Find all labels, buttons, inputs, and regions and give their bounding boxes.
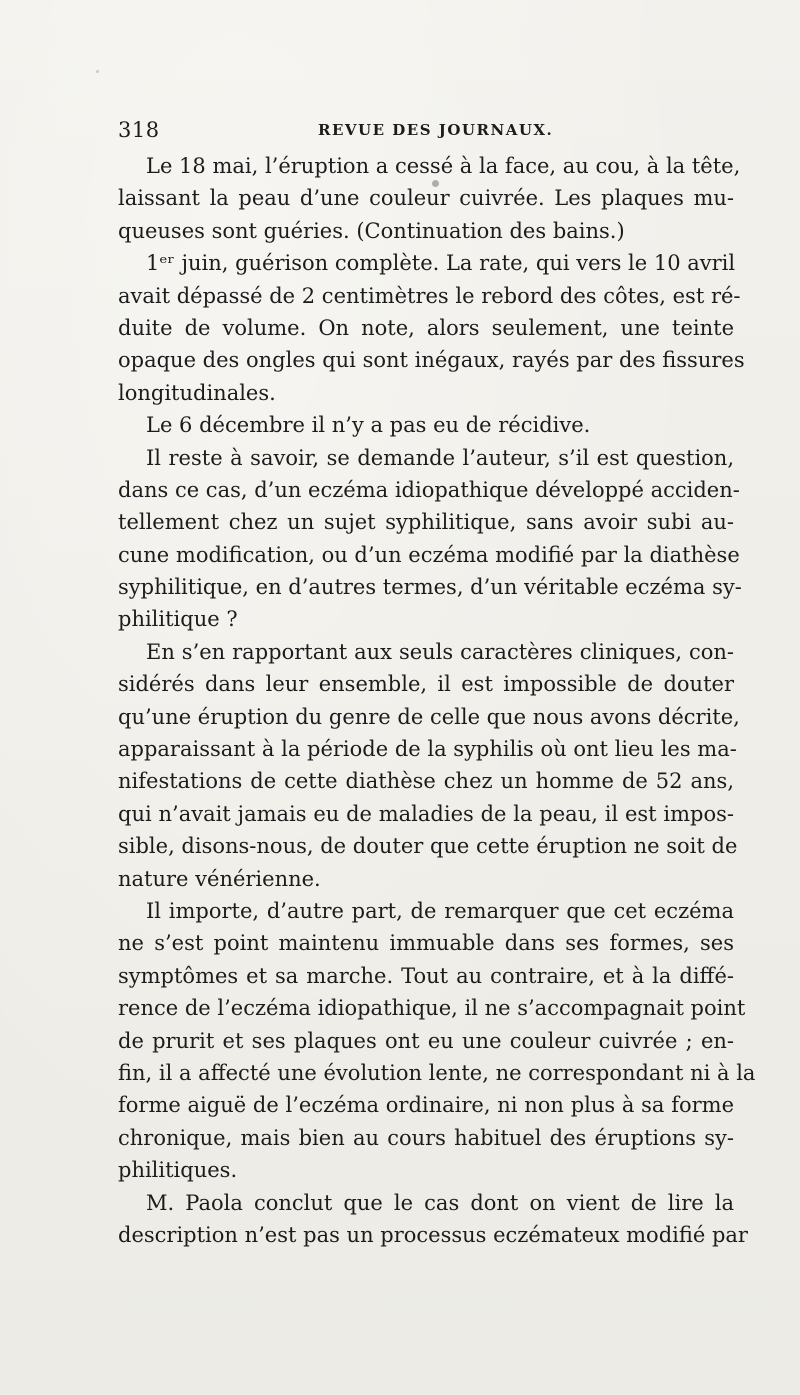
text-line: dans ce cas, d’un eczéma idiopathique développé acciden- xyxy=(118,477,740,502)
text-line: chronique, mais bien au cours habituel des éruptions sy- xyxy=(118,1125,734,1150)
text-line: qu’une éruption du genre de celle que nous avons décrite, xyxy=(118,704,740,729)
text-line: qui n’avait jamais eu de maladies de la peau, il est impos- xyxy=(118,801,734,826)
text-line: M. Paola conclut que le cas dont on vient de lire la xyxy=(146,1190,734,1215)
body-text xyxy=(118,150,756,1251)
text-line: laissant la peau d’une couleur cuivrée. Les plaques mu- xyxy=(118,186,734,211)
text-line: sidérés dans leur ensemble, il est impossible de douter xyxy=(118,672,734,697)
text-line: 1ᵉʳ juin, guérison complète. La rate, qui vers le 10 avril xyxy=(146,251,736,276)
text-line: ne s’est point maintenu immuable dans ses formes, ses xyxy=(118,931,734,956)
text-line: Le 6 décembre il n’y a pas eu de récidive. xyxy=(146,413,591,438)
text-line: syphilitique, en d’autres termes, d’un véritable eczéma sy- xyxy=(118,575,742,600)
text-line: duite de volume. On note, alors seulement, une teinte xyxy=(118,315,734,340)
text-line: tellement chez un sujet syphilitique, sans avoir subi au- xyxy=(118,510,734,535)
text-line: philitique ? xyxy=(118,607,238,632)
running-title: REVUE DES JOURNAUX. xyxy=(318,121,554,139)
text-line: En s’en rapportant aux seuls caractères cliniques, con- xyxy=(146,639,734,664)
text-line: sible, disons-nous, de douter que cette éruption ne soit de xyxy=(118,834,738,859)
text-line: queuses sont guéries. (Continuation des bains.) xyxy=(118,218,625,243)
text-line: fin, il a affecté une évolution lente, ne correspondant ni à la xyxy=(118,1060,756,1085)
text-line: rence de l’eczéma idiopathique, il ne s’accompagnait point xyxy=(118,996,746,1021)
text-line: Il importe, d’autre part, de remarquer que cet eczéma xyxy=(146,898,734,923)
text-line: description n’est pas un processus eczémateux modifié par xyxy=(118,1222,748,1247)
text-line: opaque des ongles qui sont inégaux, rayés par des fissures xyxy=(118,348,745,373)
text-line: forme aiguë de l’eczéma ordinaire, ni non plus à sa forme xyxy=(118,1093,734,1118)
running-head xyxy=(118,118,738,146)
text-line: Le 18 mai, l’éruption a cessé à la face, au cou, à la tête, xyxy=(146,154,741,178)
text-line: avait dépassé de 2 centimètres le rebord des côtes, est ré- xyxy=(118,283,741,308)
text-line: apparaissant à la période de la syphilis où ont lieu les ma- xyxy=(118,737,737,762)
text-line: cune modification, ou d’un eczéma modifié par la diathèse xyxy=(118,542,740,567)
text-line: longitudinales. xyxy=(118,380,276,405)
text-line: nifestations de cette diathèse chez un homme de 52 ans, xyxy=(118,769,734,794)
text-line: symptômes et sa marche. Tout au contraire, et à la diffé- xyxy=(118,963,734,988)
text-line: Il reste à savoir, se demande l’auteur, s’il est question, xyxy=(146,445,734,470)
page-number: 318 xyxy=(118,118,160,142)
ink-speck xyxy=(432,180,439,187)
text-line: de prurit et ses plaques ont eu une couleur cuivrée ; en- xyxy=(118,1028,734,1053)
text-line: nature vénérienne. xyxy=(118,866,321,891)
ink-speck xyxy=(96,70,99,73)
text-line: philitiques. xyxy=(118,1158,238,1183)
